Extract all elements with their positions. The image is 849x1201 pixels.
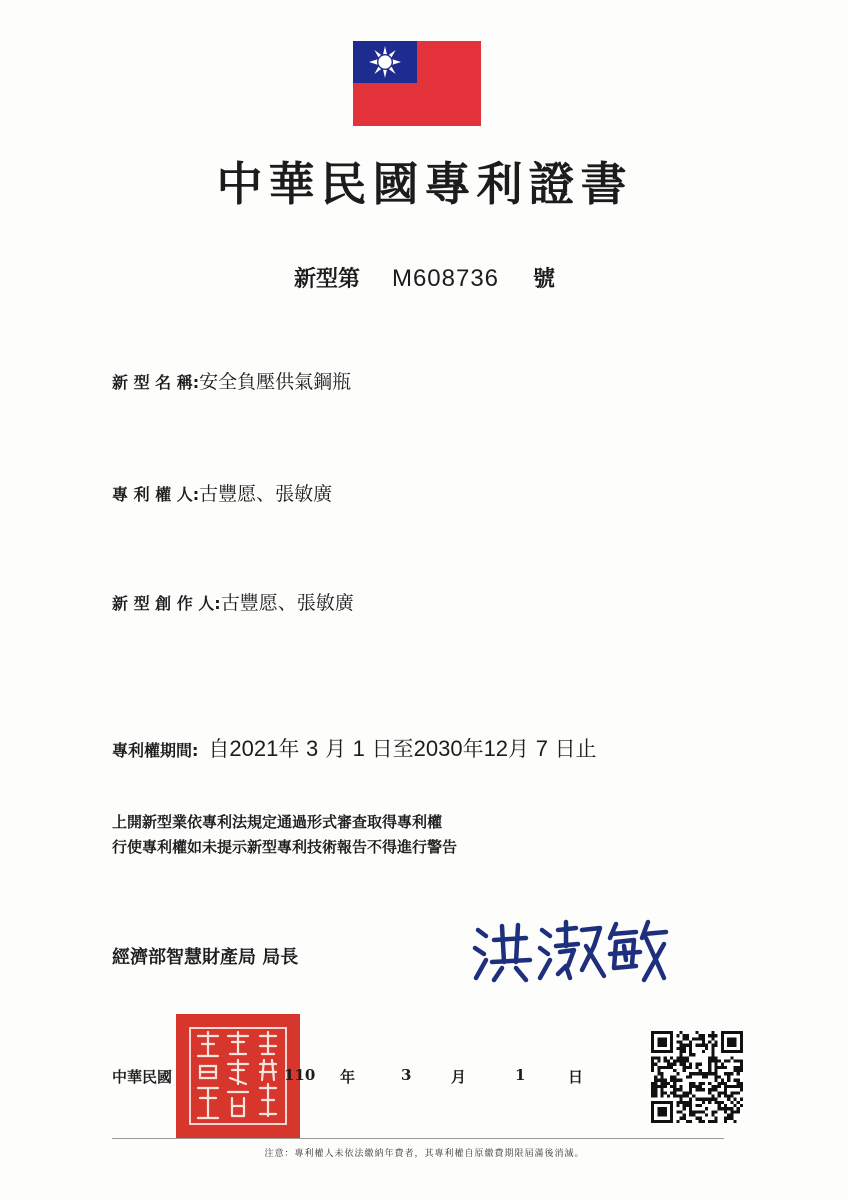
certificate-title: 中華民國專利證書 bbox=[216, 157, 633, 211]
period-from: 自 bbox=[208, 737, 230, 761]
issue-month: 3 bbox=[401, 1066, 412, 1084]
director-title: 經濟部智慧財產局 局長 bbox=[112, 947, 299, 968]
utility-name-label: 新 型 名 稱: bbox=[112, 373, 200, 392]
period-end-year-char: 年 bbox=[462, 737, 484, 761]
issue-year: 110 bbox=[284, 1066, 316, 1084]
patentee-label: 專 利 權 人: bbox=[112, 485, 200, 504]
patent-period-value bbox=[208, 737, 596, 761]
period-start-day: 1 bbox=[352, 736, 365, 761]
roc-flag-icon bbox=[353, 41, 481, 126]
patentee-value: 古豐愿、張敏廣 bbox=[199, 483, 333, 505]
period-end-year: 2030 bbox=[413, 736, 463, 761]
patent-number-line bbox=[0, 262, 849, 293]
footer-divider bbox=[112, 1138, 724, 1139]
patent-type-prefix: 新型第 bbox=[293, 267, 360, 292]
issue-era: 中華民國 bbox=[112, 1068, 173, 1086]
period-month-char: 月 bbox=[324, 737, 346, 761]
notice-line-1: 上開新型業依專利法規定通過形式審查取得專利權 bbox=[112, 813, 443, 831]
issue-month-char: 月 bbox=[451, 1068, 467, 1086]
patent-type-suffix: 號 bbox=[533, 267, 556, 292]
director-signature-icon bbox=[470, 916, 670, 988]
period-end-day: 7 bbox=[535, 736, 548, 761]
creator-label: 新 型 創 作 人: bbox=[112, 594, 221, 613]
issue-year-char: 年 bbox=[340, 1068, 356, 1086]
creator-value: 古豐愿、張敏廣 bbox=[220, 592, 354, 614]
issue-day: 1 bbox=[515, 1066, 526, 1084]
row-utility-name bbox=[112, 367, 351, 394]
patent-period-label: 專利權期間: bbox=[112, 741, 199, 760]
period-start-month: 3 bbox=[306, 736, 319, 761]
period-start-year: 2021 bbox=[229, 736, 279, 761]
row-creator bbox=[112, 588, 354, 615]
row-patentee bbox=[112, 479, 332, 506]
period-day-to: 日至 bbox=[371, 737, 414, 761]
official-seal-icon bbox=[176, 1014, 300, 1138]
patent-number: M608736 bbox=[391, 265, 500, 292]
period-end-month: 12 bbox=[483, 736, 509, 761]
period-year-char: 年 bbox=[278, 737, 300, 761]
period-end: 日止 bbox=[554, 737, 597, 761]
utility-name-value: 安全負壓供氣鋼瓶 bbox=[199, 371, 352, 393]
qr-code-icon bbox=[651, 1031, 743, 1123]
row-patent-period bbox=[112, 733, 597, 763]
issue-day-char: 日 bbox=[568, 1068, 584, 1086]
period-end-month-char: 月 bbox=[508, 737, 530, 761]
notice-line-2: 行使專利權如未提示新型專利技術報告不得進行警告 bbox=[112, 838, 458, 856]
footer-note: 注意：專利權人未依法繳納年費者，其專利權自原繳費期限屆滿後消滅。 bbox=[264, 1149, 585, 1159]
